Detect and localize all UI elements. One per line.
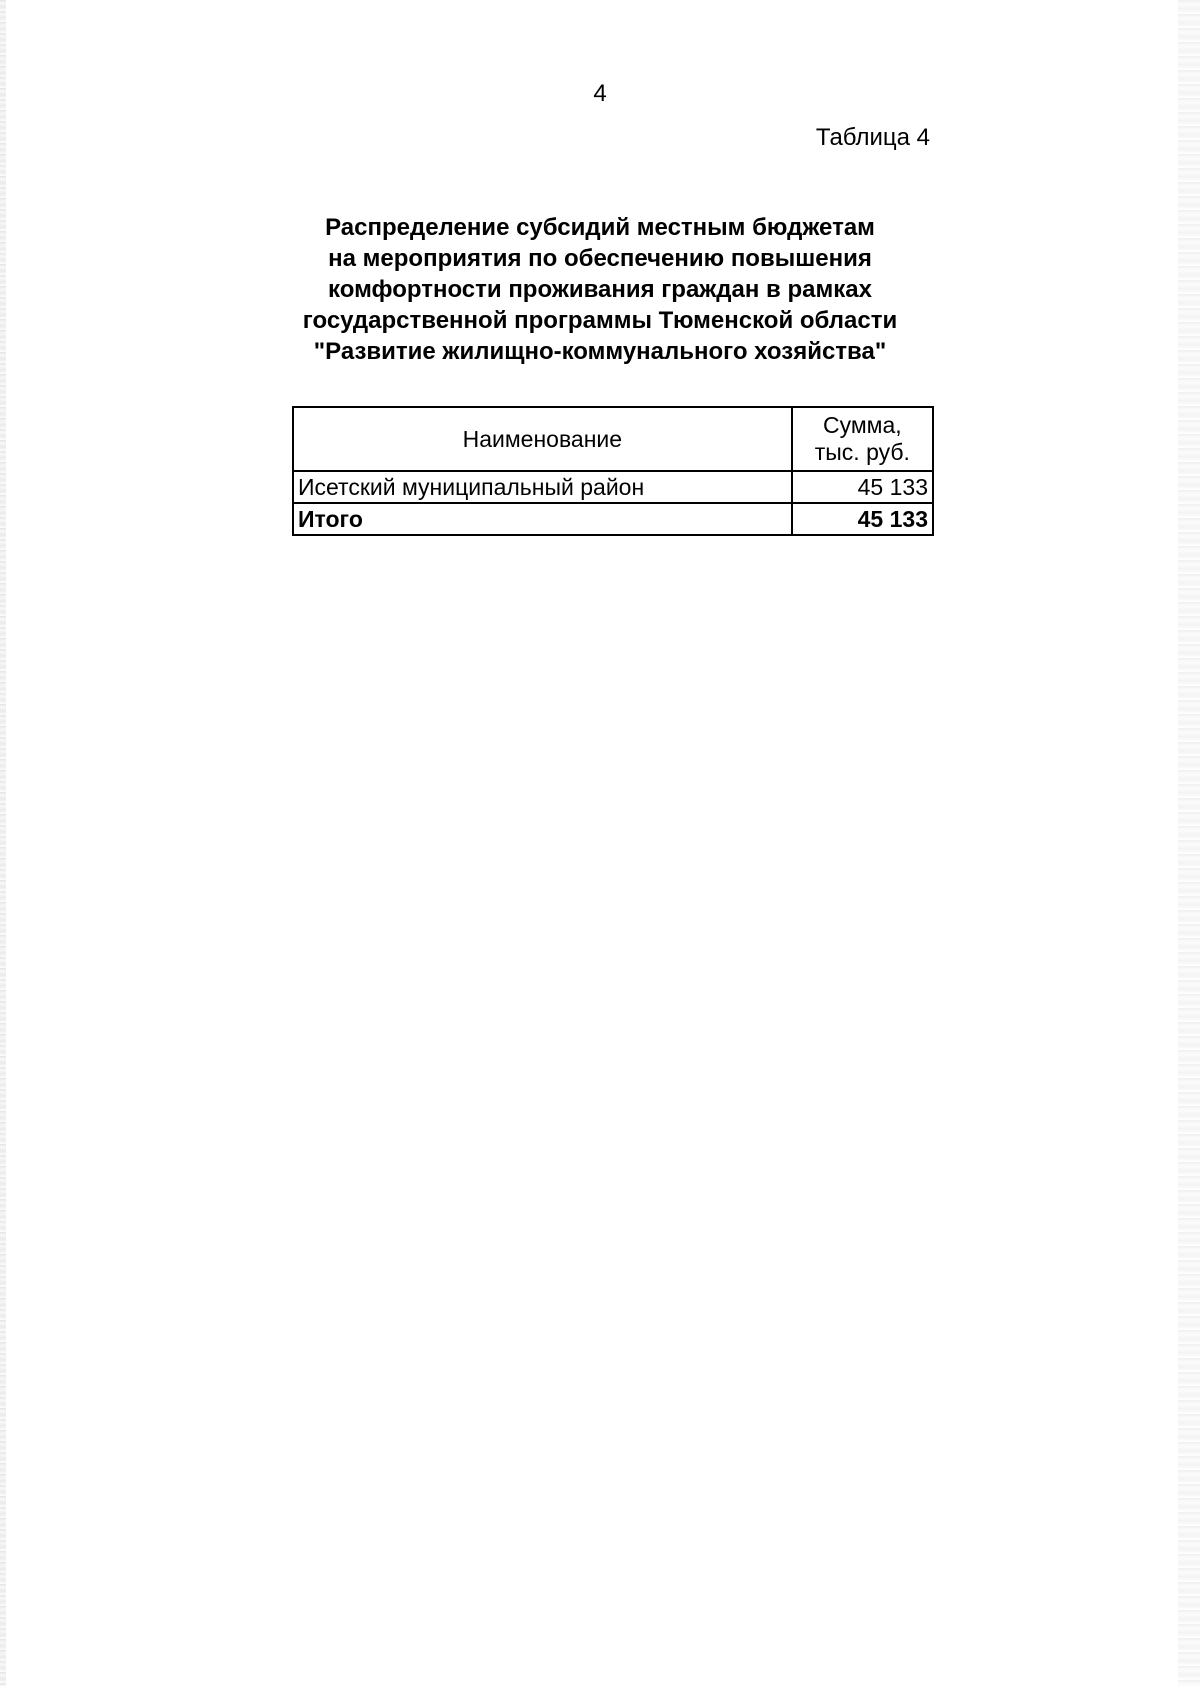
title-line: Распределение субсидий местным бюджетам [325, 214, 875, 241]
page-number: 4 [593, 80, 607, 107]
table-row [293, 471, 933, 503]
document-title [0, 212, 1200, 367]
header-sum [792, 407, 933, 471]
table-header-row [293, 407, 933, 471]
subsidy-table [292, 406, 934, 536]
title-line: комфортности проживания граждан в рамках [328, 276, 872, 303]
row-sum: 45 133 [792, 471, 933, 503]
table-caption: Таблица 4 [815, 124, 930, 151]
title-line: на мероприятия по обеспечению повышения [328, 245, 872, 272]
total-row [293, 503, 933, 535]
title-line: "Развитие жилищно-коммунального хозяйства" [313, 338, 887, 365]
total-label: Итого [293, 503, 792, 535]
header-sum-line: Сумма, [823, 412, 902, 438]
row-name: Исетский муниципальный район [293, 471, 792, 503]
header-name: Наименование [293, 407, 792, 471]
header-sum-unit: тыс. руб. [814, 439, 910, 465]
title-line: государственной программы Тюменской области [302, 307, 898, 334]
total-sum: 45 133 [792, 503, 933, 535]
